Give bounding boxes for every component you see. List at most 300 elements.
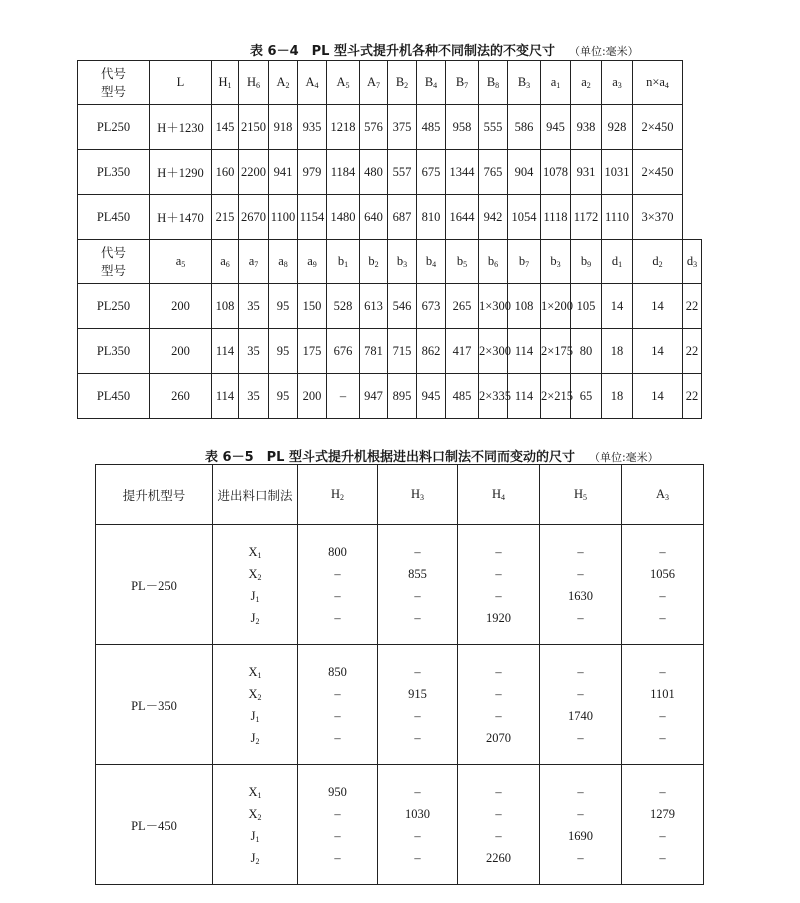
col-header-label: L	[176, 75, 185, 89]
table-cell: 613	[360, 284, 388, 329]
col-header	[540, 465, 622, 525]
model-cell: PL－350	[96, 645, 213, 765]
table-6-5-body	[96, 465, 704, 885]
table-cell: 22	[683, 374, 702, 419]
stack-value: –	[334, 686, 341, 701]
table-cell: 586	[508, 105, 541, 150]
table-cell: 18	[602, 329, 633, 374]
table-cell: 14	[633, 329, 683, 374]
table-cell: 150	[298, 284, 327, 329]
table-cell: 1480	[327, 195, 360, 240]
table-6-4-title: 表 6－4 PL 型斗式提升机各种不同制法的不变尺寸	[250, 44, 555, 59]
table-cell: 14	[633, 374, 683, 419]
value-cell	[458, 765, 540, 885]
stack-value: –	[659, 588, 666, 603]
model-cell: PL450	[78, 374, 150, 419]
col-header	[417, 61, 446, 105]
table-cell: 375	[388, 105, 417, 150]
stack-value: –	[334, 730, 341, 745]
table-row	[78, 105, 702, 150]
stack-value: 800	[328, 544, 347, 559]
col-header-label: $b_7$	[518, 254, 530, 269]
col-header	[388, 240, 417, 284]
table-cell: H＋1290	[150, 150, 212, 195]
col-header	[298, 240, 327, 284]
table-cell: 2×450	[633, 105, 683, 150]
stack-value: 1740	[568, 708, 593, 723]
col-header	[508, 61, 541, 105]
table-cell: 781	[360, 329, 388, 374]
stack-value: –	[414, 664, 421, 679]
table-cell: 108	[212, 284, 239, 329]
stack-value: $X_2$	[248, 806, 262, 822]
value-cell	[298, 645, 378, 765]
table-row	[78, 150, 702, 195]
col-header-label: $b_3$	[396, 254, 408, 269]
col-header	[150, 240, 212, 284]
table-cell: 114	[508, 374, 541, 419]
col-header-label: $B_7$	[455, 75, 469, 90]
stack-value: $X_1$	[248, 664, 262, 680]
col-header	[239, 61, 269, 105]
stack-value: –	[577, 664, 584, 679]
col-header	[541, 61, 571, 105]
table-cell: 95	[269, 284, 298, 329]
value-cell	[378, 765, 458, 885]
value-cell	[622, 765, 704, 885]
model-cell: PL350	[78, 329, 150, 374]
stack-value: $J_1$	[250, 588, 260, 604]
model-cell: PL350	[78, 150, 150, 195]
col-header	[360, 240, 388, 284]
table-cell: 145	[212, 105, 239, 150]
table-row	[96, 645, 704, 765]
stack-value: $X_2$	[248, 686, 262, 702]
col-header	[360, 61, 388, 105]
col-header	[417, 240, 446, 284]
table-cell: 1172	[571, 195, 602, 240]
corner-header	[78, 61, 150, 105]
stack-value: –	[577, 544, 584, 559]
value-cell	[458, 645, 540, 765]
col-header	[633, 240, 683, 284]
col-header	[633, 61, 683, 105]
table-cell: 810	[417, 195, 446, 240]
table-6-4-unit: （单位:毫米）	[568, 45, 639, 58]
model-cell: PL250	[78, 284, 150, 329]
stack-value: –	[659, 544, 666, 559]
stack-value: 950	[328, 784, 347, 799]
stack-value: –	[577, 730, 584, 745]
value-stack	[213, 541, 297, 629]
table-cell: 35	[239, 284, 269, 329]
col-header	[213, 465, 298, 525]
col-header	[378, 465, 458, 525]
stack-value: –	[414, 730, 421, 745]
table-row	[78, 374, 702, 419]
table-cell: 862	[417, 329, 446, 374]
col-header-label: $A_5$	[336, 75, 350, 90]
stack-value: –	[495, 544, 502, 559]
col-header-label: $B_3$	[517, 75, 531, 90]
table-cell: 417	[446, 329, 479, 374]
value-cell	[378, 645, 458, 765]
stack-value: –	[495, 588, 502, 603]
table-cell: 2×300	[479, 329, 508, 374]
table-cell: 2×215	[541, 374, 571, 419]
col-header-label: $H_4$	[491, 487, 506, 502]
col-header	[327, 61, 360, 105]
value-stack	[540, 541, 621, 629]
stack-value: –	[577, 784, 584, 799]
stack-value: 2260	[486, 850, 511, 865]
method-cell	[213, 765, 298, 885]
col-header	[602, 240, 633, 284]
value-stack	[458, 661, 539, 749]
stack-value: –	[577, 806, 584, 821]
table-cell: 1×300	[479, 284, 508, 329]
col-header-label: $a_6$	[220, 254, 230, 269]
value-stack	[213, 781, 297, 869]
stack-value: –	[495, 686, 502, 701]
table-cell: 931	[571, 150, 602, 195]
stack-value: –	[334, 806, 341, 821]
table-cell: 485	[446, 374, 479, 419]
stack-value: –	[334, 708, 341, 723]
table-cell: 95	[269, 329, 298, 374]
table-cell: 22	[683, 329, 702, 374]
stack-value: –	[659, 730, 666, 745]
table-cell: 215	[212, 195, 239, 240]
table-cell: 14	[633, 284, 683, 329]
col-header-label: $B_4$	[424, 75, 438, 90]
model-cell: PL－450	[96, 765, 213, 885]
table-cell: 1118	[541, 195, 571, 240]
col-header	[96, 465, 213, 525]
col-header-label: $a_2$	[581, 75, 591, 90]
col-header-label: 进出料口制法	[217, 488, 293, 503]
value-cell	[540, 525, 622, 645]
col-header-label: $d_2$	[652, 254, 663, 269]
value-stack	[213, 661, 297, 749]
col-header	[458, 465, 540, 525]
table-cell: 1031	[602, 150, 633, 195]
stack-value: –	[414, 850, 421, 865]
table-cell: 108	[508, 284, 541, 329]
stack-value: 1630	[568, 588, 593, 603]
col-header	[269, 240, 298, 284]
col-header-label: $A_2$	[276, 75, 290, 90]
stack-value: 1101	[650, 686, 675, 701]
table-cell: 928	[602, 105, 633, 150]
table-cell: 2670	[239, 195, 269, 240]
col-header	[150, 61, 212, 105]
value-stack	[622, 661, 703, 749]
col-header	[541, 240, 571, 284]
table-cell: 979	[298, 150, 327, 195]
stack-value: –	[414, 708, 421, 723]
col-header-label: $b_6$	[487, 254, 499, 269]
corner-model-label: 型号	[100, 263, 126, 278]
col-header	[298, 465, 378, 525]
stack-value: $X_2$	[248, 566, 262, 582]
table-cell: 765	[479, 150, 508, 195]
col-header-label: $B_2$	[395, 75, 409, 90]
table-row	[96, 765, 704, 885]
col-header-label: $H_6$	[246, 75, 261, 90]
stack-value: –	[659, 708, 666, 723]
table-cell: 1100	[269, 195, 298, 240]
table-cell: 1344	[446, 150, 479, 195]
table-cell: 945	[541, 105, 571, 150]
table-cell: 95	[269, 374, 298, 419]
col-header-label: $a_5$	[175, 254, 186, 269]
col-header-label: $A_7$	[366, 75, 381, 90]
table-cell: 18	[602, 374, 633, 419]
col-header-label: $H_3$	[410, 487, 425, 502]
stack-value: –	[495, 708, 502, 723]
table-cell: –	[327, 374, 360, 419]
stack-value: 850	[328, 664, 347, 679]
table-row	[96, 525, 704, 645]
value-stack	[458, 781, 539, 869]
table-cell: 200	[150, 329, 212, 374]
col-header	[602, 61, 633, 105]
stack-value: –	[414, 784, 421, 799]
stack-value: –	[659, 784, 666, 799]
table-cell: 2×335	[479, 374, 508, 419]
col-header-label: $b_4$	[425, 254, 437, 269]
col-header-label: $b_9$	[580, 254, 592, 269]
table-6-5-title: 表 6－5 PL 型斗式提升机根据进出料口制法不同而变动的尺寸	[205, 450, 575, 465]
stack-value: –	[334, 610, 341, 625]
stack-value: –	[577, 566, 584, 581]
model-cell: PL－250	[96, 525, 213, 645]
value-cell	[378, 525, 458, 645]
col-header	[212, 240, 239, 284]
value-stack	[540, 661, 621, 749]
col-header	[446, 240, 479, 284]
col-header	[683, 240, 702, 284]
stack-value: –	[414, 588, 421, 603]
col-header	[212, 61, 239, 105]
value-stack	[540, 781, 621, 869]
table-cell: H＋1230	[150, 105, 212, 150]
table-6-5	[95, 464, 704, 885]
stack-value: –	[495, 664, 502, 679]
value-stack	[298, 661, 377, 749]
stack-value: $X_1$	[248, 544, 262, 560]
table-cell: 1218	[327, 105, 360, 150]
table-row	[78, 195, 702, 240]
table-6-5-caption	[205, 446, 659, 465]
table-cell: 1×200	[541, 284, 571, 329]
table-cell: 2×450	[633, 150, 683, 195]
table-cell: 485	[417, 105, 446, 150]
header-row	[78, 61, 702, 105]
stack-value: 1920	[486, 610, 511, 625]
value-stack	[622, 781, 703, 869]
col-header	[479, 240, 508, 284]
stack-value: $X_1$	[248, 784, 262, 800]
table-6-4-part1	[78, 61, 702, 240]
stack-value: $J_2$	[250, 850, 260, 866]
value-cell	[458, 525, 540, 645]
value-stack	[378, 661, 457, 749]
stack-value: –	[334, 566, 341, 581]
table-cell: 160	[212, 150, 239, 195]
col-header	[508, 240, 541, 284]
stack-value: –	[577, 686, 584, 701]
stack-value: –	[659, 664, 666, 679]
table-cell: 80	[571, 329, 602, 374]
table-cell: 480	[360, 150, 388, 195]
col-header-label: $d_1$	[611, 254, 623, 269]
method-cell	[213, 525, 298, 645]
table-cell: 941	[269, 150, 298, 195]
table-cell: 555	[479, 105, 508, 150]
table-cell: 2×175	[541, 329, 571, 374]
value-stack	[298, 541, 377, 629]
table-6-4-part2	[78, 240, 702, 419]
table-cell: 265	[446, 284, 479, 329]
col-header-label: 提升机型号	[122, 488, 186, 503]
corner-header	[78, 240, 150, 284]
table-cell: 2200	[239, 150, 269, 195]
model-cell: PL250	[78, 105, 150, 150]
table-cell: 938	[571, 105, 602, 150]
col-header	[446, 61, 479, 105]
table-cell: 22	[683, 284, 702, 329]
value-cell	[622, 645, 704, 765]
table-cell: 105	[571, 284, 602, 329]
stack-value: –	[659, 610, 666, 625]
model-cell: PL450	[78, 195, 150, 240]
method-cell	[213, 645, 298, 765]
stack-value: –	[495, 806, 502, 821]
stack-value: –	[334, 850, 341, 865]
value-stack	[378, 541, 457, 629]
stack-value: 915	[408, 686, 427, 701]
stack-value: $J_1$	[250, 708, 260, 724]
table-cell: 947	[360, 374, 388, 419]
value-cell	[622, 525, 704, 645]
col-header	[327, 240, 360, 284]
table-cell: 918	[269, 105, 298, 150]
value-cell	[298, 765, 378, 885]
col-header	[269, 61, 298, 105]
table-cell: 14	[602, 284, 633, 329]
table-cell: 175	[298, 329, 327, 374]
header-row	[78, 240, 702, 284]
col-header	[479, 61, 508, 105]
col-header	[622, 465, 704, 525]
table-cell: 528	[327, 284, 360, 329]
stack-value: –	[659, 850, 666, 865]
table-cell: 942	[479, 195, 508, 240]
table-cell: 546	[388, 284, 417, 329]
table-cell: 65	[571, 374, 602, 419]
stack-value: 1030	[405, 806, 430, 821]
table-cell: 2150	[239, 105, 269, 150]
table-cell: 1110	[602, 195, 633, 240]
col-header-label: $n\times a_4$	[646, 75, 669, 90]
value-stack	[622, 541, 703, 629]
table-cell: 114	[212, 374, 239, 419]
value-cell	[298, 525, 378, 645]
value-cell	[540, 765, 622, 885]
col-header	[571, 61, 602, 105]
col-header-label: $a_7$	[248, 254, 259, 269]
col-header	[298, 61, 327, 105]
table-6-4-caption	[250, 40, 639, 59]
corner-code-label: 代号	[100, 66, 126, 81]
col-header	[571, 240, 602, 284]
stack-value: –	[495, 784, 502, 799]
table-cell: 1184	[327, 150, 360, 195]
table-cell: 1644	[446, 195, 479, 240]
corner-code-label: 代号	[100, 245, 126, 260]
col-header-label: $b_5$	[456, 254, 468, 269]
col-header-label: $b_1$	[337, 254, 349, 269]
table-cell: 1154	[298, 195, 327, 240]
stack-value: 1056	[650, 566, 675, 581]
stack-value: –	[334, 828, 341, 843]
col-header-label: $d_3$	[686, 254, 698, 269]
value-stack	[378, 781, 457, 869]
table-cell: 715	[388, 329, 417, 374]
table-cell: 640	[360, 195, 388, 240]
stack-value: –	[577, 850, 584, 865]
table-cell: H＋1470	[150, 195, 212, 240]
header-row	[96, 465, 704, 525]
col-header-label: $A_4$	[305, 75, 319, 90]
col-header-label: $H_1$	[218, 75, 232, 90]
table-cell: 1054	[508, 195, 541, 240]
col-header-label: $b_3$	[550, 254, 561, 269]
table-cell: 945	[417, 374, 446, 419]
table-cell: 200	[298, 374, 327, 419]
stack-value: 855	[408, 566, 427, 581]
table-cell: 35	[239, 329, 269, 374]
stack-value: –	[495, 828, 502, 843]
table-cell: 114	[212, 329, 239, 374]
value-stack	[298, 781, 377, 869]
table-row	[78, 284, 702, 329]
table-cell: 675	[417, 150, 446, 195]
stack-value: –	[577, 610, 584, 625]
col-header-label: $A_3$	[655, 487, 670, 502]
table-cell: 1078	[541, 150, 571, 195]
stack-value: –	[414, 610, 421, 625]
stack-value: –	[414, 544, 421, 559]
stack-value: 1690	[568, 828, 593, 843]
table-cell: 3×370	[633, 195, 683, 240]
col-header-label: $H_5$	[573, 487, 588, 502]
stack-value: 1279	[650, 806, 675, 821]
col-header-label: $a_9$	[307, 254, 317, 269]
col-header	[388, 61, 417, 105]
col-header-label: $a_8$	[278, 254, 288, 269]
table-cell: 935	[298, 105, 327, 150]
table-cell: 260	[150, 374, 212, 419]
col-header-label: $b_2$	[368, 254, 379, 269]
stack-value: $J_1$	[250, 828, 260, 844]
stack-value: –	[414, 828, 421, 843]
table-cell: 904	[508, 150, 541, 195]
col-header-label: $H_2$	[330, 487, 345, 502]
table-row	[78, 329, 702, 374]
